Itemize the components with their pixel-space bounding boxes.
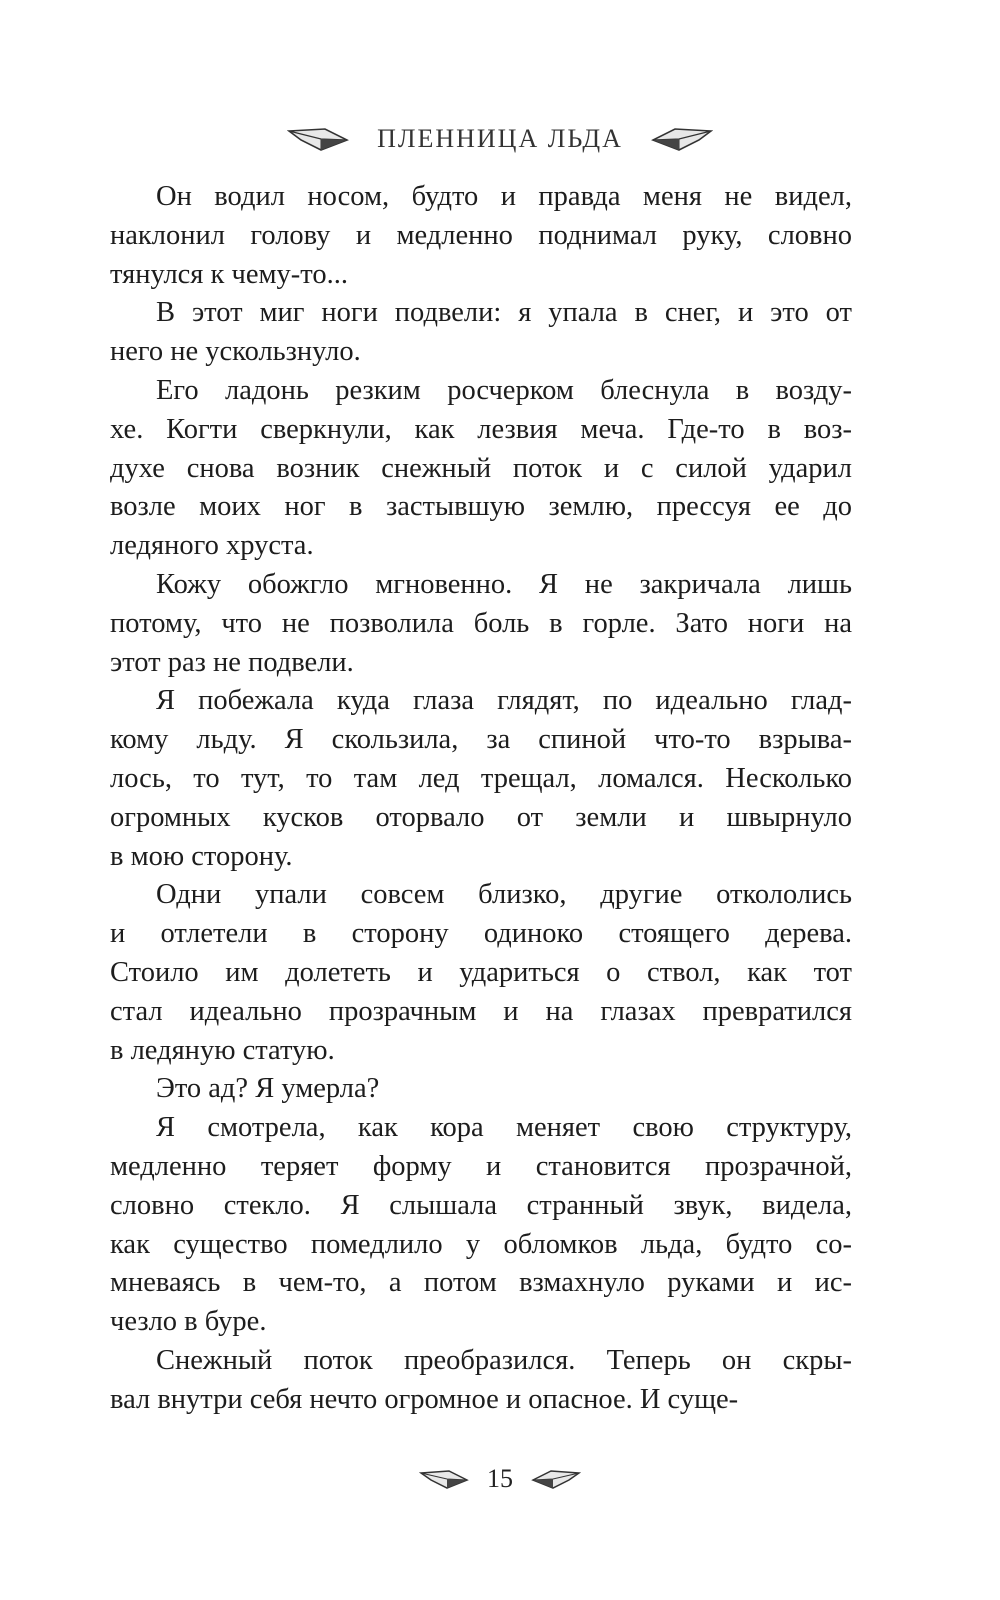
paragraph-line: чезло в буре.	[110, 1306, 267, 1338]
paragraph-line: духе снова возник снежный поток и с силой ударил	[110, 452, 852, 484]
crystal-ornament-small-left-icon	[419, 1468, 469, 1490]
paragraph-line: этот раз не подвели.	[110, 646, 354, 678]
paragraph-line: тянулся к чему-то...	[110, 258, 348, 290]
crystal-ornament-left-icon	[287, 126, 349, 152]
paragraph-first-line: Я смотрела, как кора меняет свою структуру,	[156, 1112, 852, 1144]
paragraph-line: стал идеально прозрачным и на глазах превратился	[110, 995, 852, 1027]
paragraph-line: медленно теряет форму и становится прозрачной,	[110, 1150, 852, 1182]
paragraph-line: в мою сторону.	[110, 840, 293, 872]
paragraph-line: возле моих ног в застывшую землю, прессуя ее до	[110, 491, 852, 523]
paragraph-line: него не ускользнуло.	[110, 336, 361, 368]
paragraph-line: в ледяную статую.	[110, 1034, 335, 1066]
running-title: ПЛЕННИЦА ЛЬДА	[377, 124, 623, 153]
paragraph-line: Стоило им долететь и удариться о ствол, как тот	[110, 956, 852, 988]
paragraph-line: вал внутри себя нечто огромное и опасное. И суще-	[110, 1383, 739, 1415]
crystal-ornament-right-icon	[651, 126, 713, 152]
paragraph-first-line: Снежный поток преобразился. Теперь он скры-	[156, 1344, 852, 1376]
paragraph-line: лось, то тут, то там лед трещал, ломался. Несколько	[110, 762, 852, 794]
paragraph-line: огромных кусков оторвало от земли и швырнуло	[110, 801, 852, 833]
crystal-ornament-small-right-icon	[531, 1468, 581, 1490]
paragraph-first-line: Кожу обожгло мгновенно. Я не закричала лишь	[156, 568, 852, 600]
paragraph-line: ледяного хруста.	[110, 530, 314, 562]
paragraph-line: кому льду. Я скользила, за спиной что-то взрыва-	[110, 724, 852, 756]
body-text	[110, 178, 852, 1420]
paragraph-first-line: В этот миг ноги подвели: я упала в снег, и это от	[156, 297, 852, 329]
paragraph-line: хе. Когти сверкнули, как лезвия меча. Где-то в воз-	[110, 413, 852, 445]
paragraph-line: наклонил голову и медленно поднимал руку, словно	[110, 219, 852, 251]
paragraph-line: мневаясь в чем-то, а потом взмахнуло руками и ис-	[110, 1267, 852, 1299]
paragraph-first-line: Одни упали совсем близко, другие откололись	[156, 879, 852, 911]
paragraph-first-line: Я побежала куда глаза глядят, по идеально глад-	[156, 685, 852, 717]
paragraph-first-line: Это ад? Я умерла?	[156, 1073, 380, 1105]
paragraph-line: как существо помедлило у обломков льда, будто со-	[110, 1228, 852, 1260]
page-footer	[0, 1462, 1000, 1496]
paragraph-line: потому, что не позволила боль в горле. Зато ноги на	[110, 607, 852, 639]
paragraph-first-line: Он водил носом, будто и правда меня не видел,	[156, 181, 852, 212]
running-header	[0, 122, 1000, 156]
paragraph-line: словно стекло. Я слышала странный звук, видела,	[110, 1189, 852, 1221]
paragraph-first-line: Его ладонь резким росчерком блеснула в возду-	[156, 374, 852, 406]
page-number: 15	[487, 1464, 513, 1493]
paragraph-line: и отлетели в сторону одиноко стоящего дерева.	[110, 918, 852, 950]
